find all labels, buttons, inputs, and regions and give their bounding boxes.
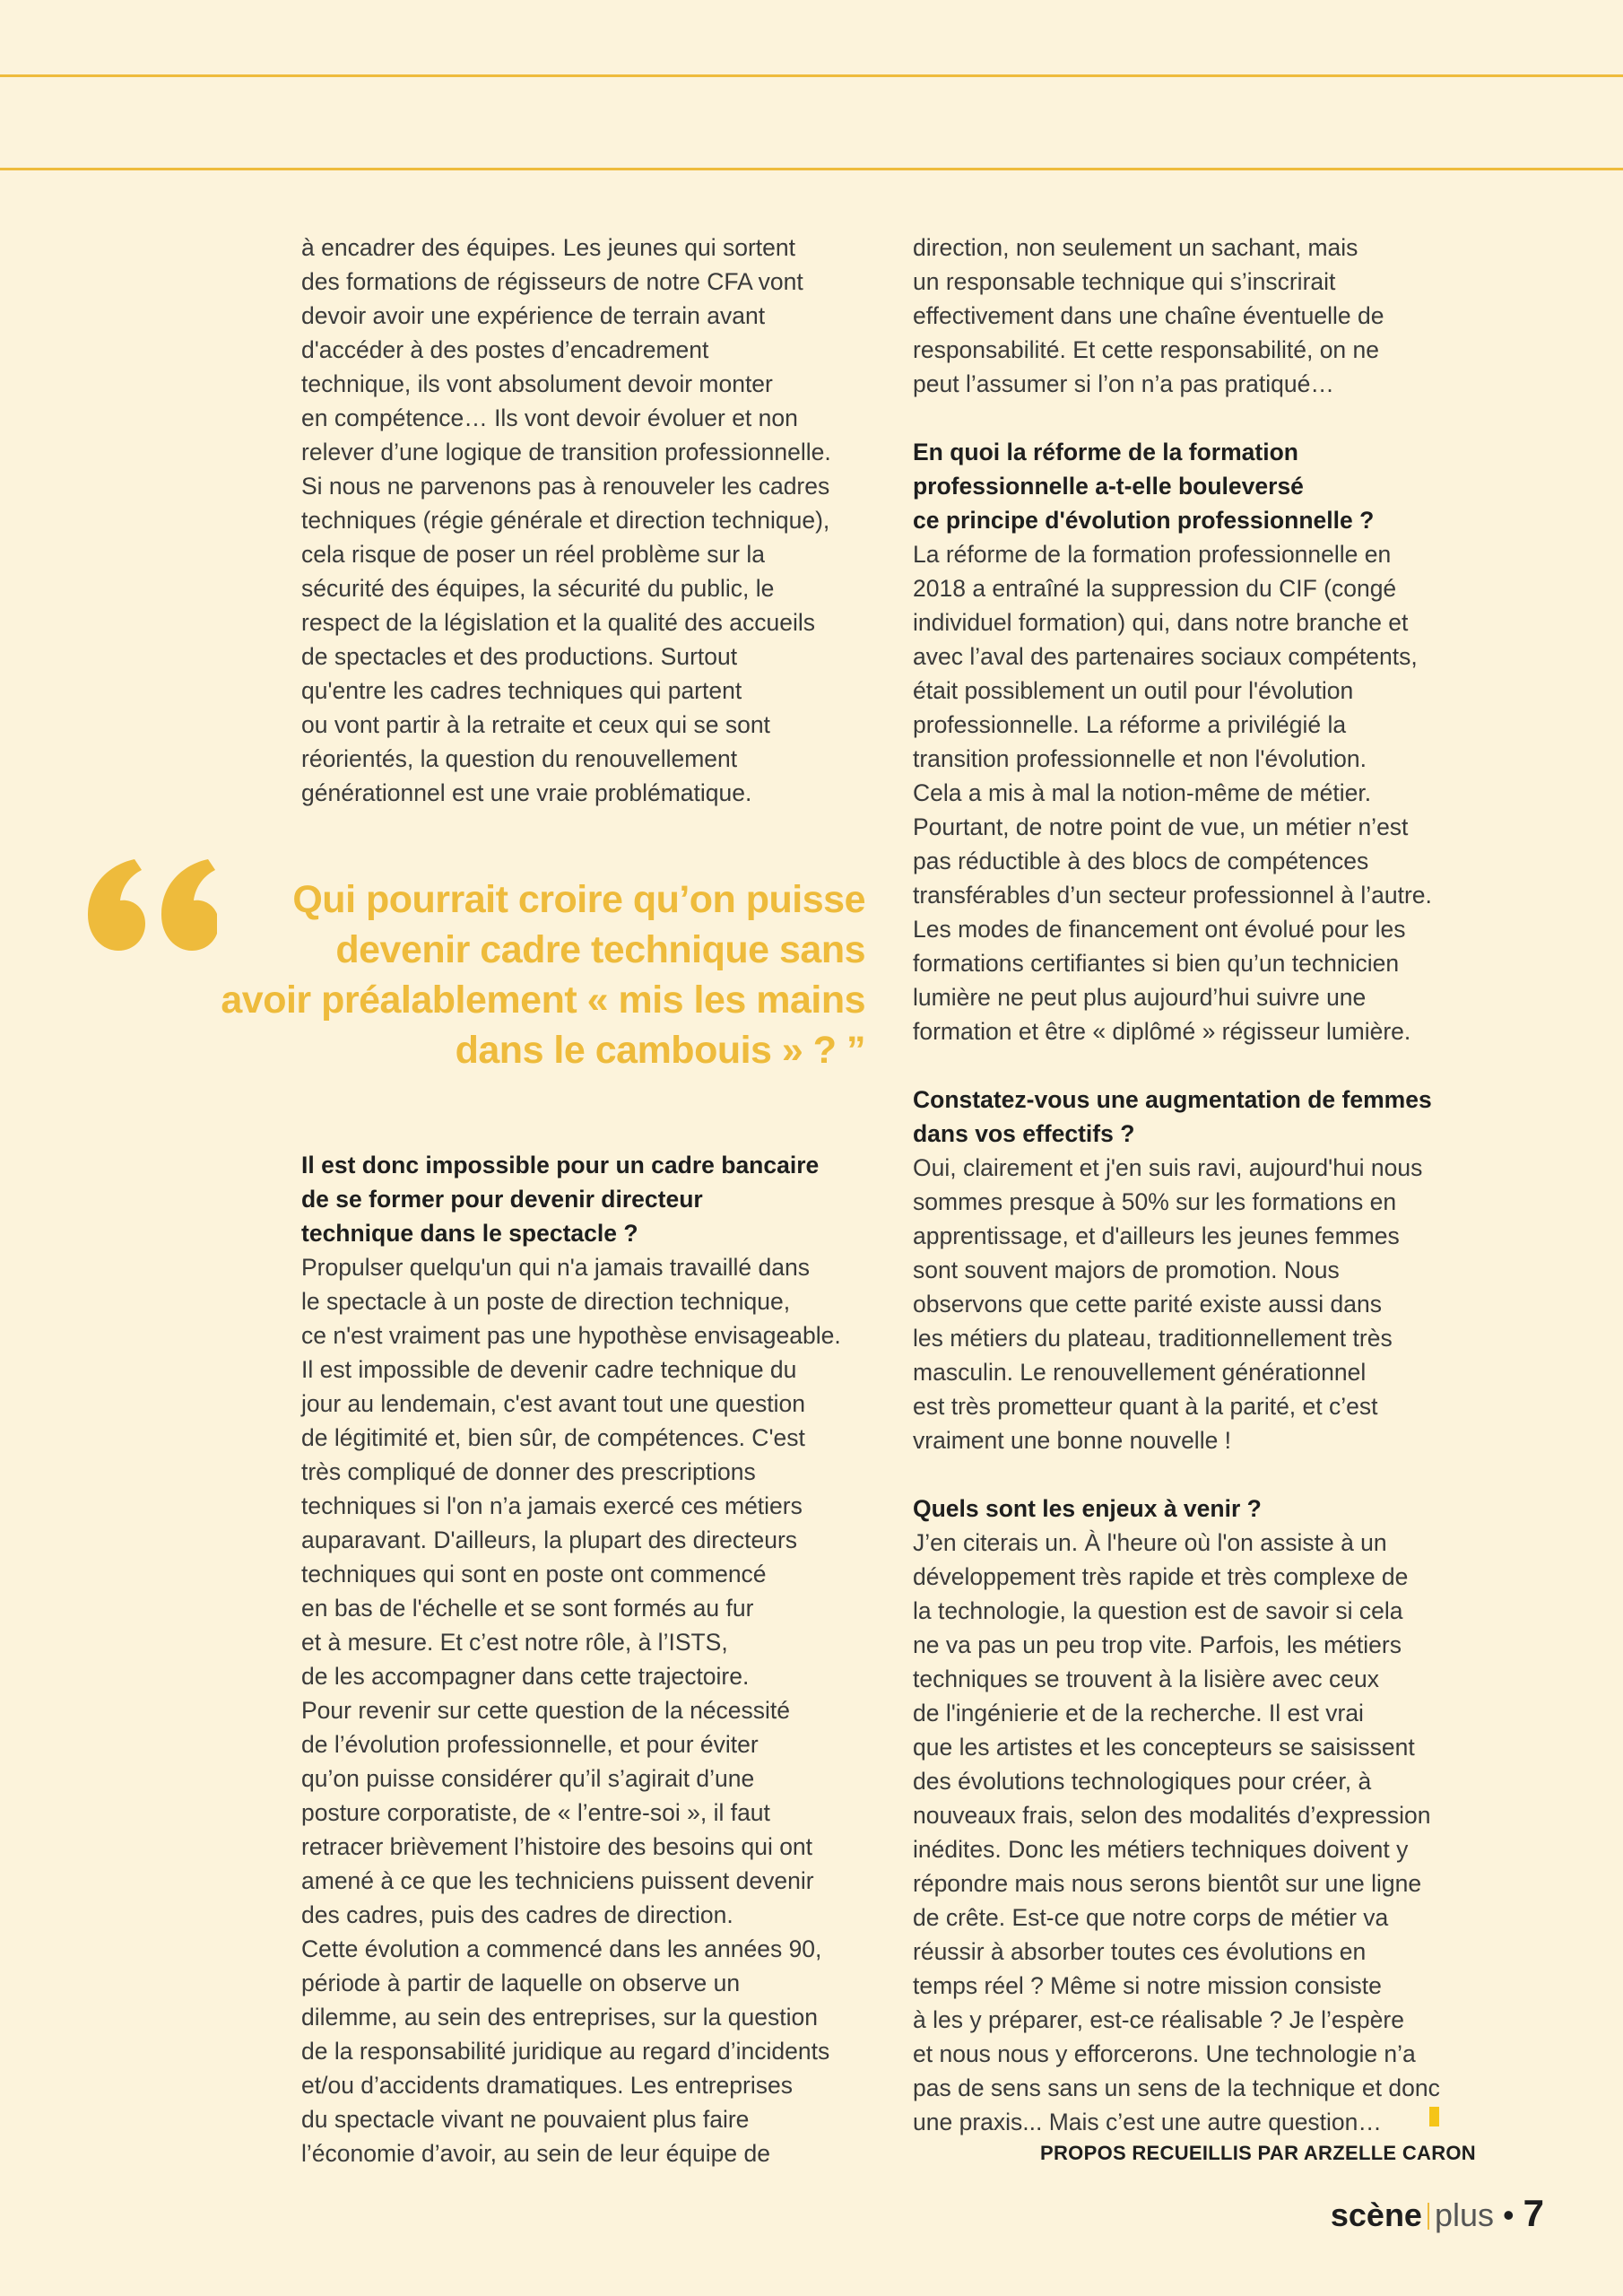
pull-quote bbox=[221, 874, 865, 1075]
body-line: période à partir de laquelle on observe un bbox=[301, 1970, 741, 1996]
body-line: cela risque de poser un réel problème sur la bbox=[301, 541, 766, 568]
body-line: sont souvent majors de promotion. Nous bbox=[913, 1257, 1340, 1283]
question-line: de se former pour devenir directeur bbox=[301, 1186, 703, 1213]
pull-quote-line: avoir préalablement « mis les mains bbox=[221, 978, 865, 1022]
header-bottom-rule bbox=[0, 168, 1623, 170]
body-line: transition professionnelle et non l'évolution. bbox=[913, 745, 1367, 772]
paragraph-gap bbox=[913, 1457, 1440, 1492]
body-line: de légitimité et, bien sûr, de compétences. C'est bbox=[301, 1424, 805, 1451]
body-line: technique, ils vont absolument devoir monter bbox=[301, 370, 773, 397]
body-line: sommes presque à 50% sur les formations en bbox=[913, 1188, 1397, 1215]
body-line: techniques si l'on n’a jamais exercé ces métiers bbox=[301, 1492, 803, 1519]
body-line: ou vont partir à la retraite et ceux qui se sont bbox=[301, 711, 770, 738]
question-line: Il est donc impossible pour un cadre bancaire bbox=[301, 1152, 820, 1178]
question-line: professionnelle a-t-elle bouleversé bbox=[913, 473, 1304, 500]
body-line: est très prometteur quant à la parité, et c’est bbox=[913, 1393, 1378, 1420]
body-line: 2018 a entraîné la suppression du CIF (congé bbox=[913, 575, 1397, 602]
body-line: lumière ne peut plus aujourd’hui suivre une bbox=[913, 984, 1367, 1011]
body-line: de l’évolution professionnelle, et pour éviter bbox=[301, 1731, 759, 1758]
body-line: l’économie d’avoir, au sein de leur équipe de bbox=[301, 2140, 770, 2167]
author-credit: PROPOS RECUEILLIS PAR ARZELLE CARON bbox=[1040, 2142, 1476, 2164]
body-line: apprentissage, et d'ailleurs les jeunes femmes bbox=[913, 1222, 1400, 1249]
body-line: développement très rapide et très complexe de bbox=[913, 1563, 1409, 1590]
body-line: Cette évolution a commencé dans les années 90, bbox=[301, 1935, 822, 1962]
body-line: J’en citerais un. À l'heure où l'on assiste à un bbox=[913, 1529, 1387, 1556]
body-line: Il est impossible de devenir cadre technique du bbox=[301, 1356, 797, 1383]
body-line: dilemme, au sein des entreprises, sur la question bbox=[301, 2004, 818, 2031]
body-line: inédites. Donc les métiers techniques doivent y bbox=[913, 1836, 1409, 1863]
body-line: direction, non seulement un sachant, mais bbox=[913, 234, 1358, 261]
body-line: les métiers du plateau, traditionnellement très bbox=[913, 1325, 1393, 1352]
body-line: Cela a mis à mal la notion-même de métier. bbox=[913, 779, 1372, 806]
body-line: le spectacle à un poste de direction technique, bbox=[301, 1288, 791, 1315]
body-line: à les y préparer, est-ce réalisable ? Je l’espère bbox=[913, 2006, 1404, 2033]
body-line: une praxis... Mais c’est une autre question… bbox=[913, 2109, 1382, 2135]
magazine-brand: scène bbox=[1330, 2196, 1422, 2233]
pull-quote-line: devenir cadre technique sans bbox=[335, 928, 865, 971]
body-line: des cadres, puis des cadres de direction. bbox=[301, 1901, 733, 1928]
body-line: qu'entre les cadres techniques qui partent bbox=[301, 677, 742, 704]
body-line: professionnelle. La réforme a privilégié la bbox=[913, 711, 1347, 738]
body-line: Propulser quelqu'un qui n'a jamais travaillé dans bbox=[301, 1254, 810, 1281]
body-line: devoir avoir une expérience de terrain avant bbox=[301, 302, 766, 329]
body-line: était possiblement un outil pour l'évolution bbox=[913, 677, 1354, 704]
body-line: ce n'est vraiment pas une hypothèse envisageable. bbox=[301, 1322, 841, 1349]
paragraph-gap bbox=[913, 1048, 1440, 1083]
end-of-article-mark bbox=[1429, 2107, 1439, 2126]
body-line: La réforme de la formation professionnelle en bbox=[913, 541, 1392, 568]
body-line: en bas de l'échelle et se sont formés au fur bbox=[301, 1595, 754, 1622]
body-line: ne va pas un peu trop vite. Parfois, les métiers bbox=[913, 1631, 1402, 1658]
body-line: avec l’aval des partenaires sociaux compétents, bbox=[913, 643, 1418, 670]
body-line: Oui, clairement et j'en suis ravi, aujourd'hui nous bbox=[913, 1154, 1423, 1181]
body-line: posture corporatiste, de « l’entre-soi », il faut bbox=[301, 1799, 770, 1826]
body-line: de l'ingénierie et de la recherche. Il est vrai bbox=[913, 1700, 1364, 1726]
body-line: du spectacle vivant ne pouvaient plus faire bbox=[301, 2106, 750, 2133]
brand-separator bbox=[1428, 2203, 1429, 2230]
body-line: observons que cette parité existe aussi dans bbox=[913, 1291, 1382, 1318]
body-line: la technologie, la question est de savoir si cela bbox=[913, 1597, 1403, 1624]
body-line: responsabilité. Et cette responsabilité, on ne bbox=[913, 336, 1380, 363]
body-line: masculin. Le renouvellement générationnel bbox=[913, 1359, 1367, 1386]
question-line: ce principe d'évolution professionnelle ? bbox=[913, 507, 1375, 534]
body-line: jour au lendemain, c'est avant tout une question bbox=[301, 1390, 805, 1417]
body-line: un responsable technique qui s’inscrirait bbox=[913, 268, 1336, 295]
body-line: pas réductible à des blocs de compétences bbox=[913, 848, 1369, 874]
page-number: 7 bbox=[1523, 2192, 1544, 2234]
body-line: que les artistes et les concepteurs se saisissent bbox=[913, 1734, 1415, 1761]
body-line: des évolutions technologiques pour créer, à bbox=[913, 1768, 1372, 1795]
body-line: et nous nous y efforcerons. Une technologie n’a bbox=[913, 2040, 1416, 2067]
body-line: effectivement dans une chaîne éventuelle de bbox=[913, 302, 1384, 329]
paragraph-gap bbox=[913, 401, 1440, 435]
body-line: répondre mais nous serons bientôt sur une ligne bbox=[913, 1870, 1422, 1897]
question-line: En quoi la réforme de la formation bbox=[913, 439, 1298, 465]
body-line: transférables d’un secteur professionnel à l’autre. bbox=[913, 882, 1432, 909]
body-line: de crête. Est-ce que notre corps de métier va bbox=[913, 1904, 1389, 1931]
body-line: nouveaux frais, selon des modalités d’expression bbox=[913, 1802, 1431, 1829]
question-line: Constatez-vous une augmentation de femmes bbox=[913, 1086, 1432, 1113]
body-line: et à mesure. Et c’est notre rôle, à l’ISTS, bbox=[301, 1629, 728, 1656]
body-line: de les accompagner dans cette trajectoire. bbox=[301, 1663, 750, 1690]
pull-quote-line: Qui pourrait croire qu’on puisse bbox=[292, 878, 865, 921]
body-line: des formations de régisseurs de notre CFA vont bbox=[301, 268, 803, 295]
body-line: Pour revenir sur cette question de la nécessité bbox=[301, 1697, 791, 1724]
opening-quote-icon bbox=[82, 850, 217, 956]
body-line: de la responsabilité juridique au regard d’incidents bbox=[301, 2038, 830, 2065]
body-line: qu’on puisse considérer qu’il s’agirait d’une bbox=[301, 1765, 755, 1792]
body-line: auparavant. D'ailleurs, la plupart des directeurs bbox=[301, 1526, 798, 1553]
body-line: pas de sens sans un sens de la technique et donc bbox=[913, 2074, 1440, 2101]
footer-bullet: • bbox=[1503, 2196, 1515, 2233]
body-line: individuel formation) qui, dans notre branche et bbox=[913, 609, 1409, 636]
body-line: Les modes de financement ont évolué pour les bbox=[913, 916, 1406, 943]
body-line: amené à ce que les techniciens puissent devenir bbox=[301, 1867, 814, 1894]
question-line: technique dans le spectacle ? bbox=[301, 1220, 638, 1247]
column-1-bottom bbox=[301, 1148, 841, 2170]
body-line: sécurité des équipes, la sécurité du public, le bbox=[301, 575, 775, 602]
body-line: formation et être « diplômé » régisseur lumière. bbox=[913, 1018, 1411, 1045]
question-line: dans vos effectifs ? bbox=[913, 1120, 1135, 1147]
body-line: Si nous ne parvenons pas à renouveler les cadres bbox=[301, 473, 830, 500]
magazine-brand-plus: plus bbox=[1434, 2196, 1494, 2233]
body-line: peut l’assumer si l’on n’a pas pratiqué… bbox=[913, 370, 1334, 397]
body-line: respect de la législation et la qualité des accueils bbox=[301, 609, 816, 636]
column-1-top bbox=[301, 230, 831, 810]
body-line: à encadrer des équipes. Les jeunes qui sortent bbox=[301, 234, 795, 261]
body-line: et/ou d’accidents dramatiques. Les entreprises bbox=[301, 2072, 793, 2099]
body-line: relever d’une logique de transition professionnelle. bbox=[301, 439, 831, 465]
body-line: techniques (régie générale et direction technique), bbox=[301, 507, 830, 534]
question-line: Quels sont les enjeux à venir ? bbox=[913, 1495, 1262, 1522]
body-line: Pourtant, de notre point de vue, un métier n’est bbox=[913, 813, 1409, 840]
top-rule bbox=[0, 74, 1623, 77]
column-2 bbox=[913, 230, 1440, 2139]
body-line: techniques qui sont en poste ont commencé bbox=[301, 1561, 767, 1587]
page-footer bbox=[1331, 2192, 1544, 2235]
body-line: d'accéder à des postes d’encadrement bbox=[301, 336, 709, 363]
body-line: formations certifiantes si bien qu’un technicien bbox=[913, 950, 1400, 977]
body-line: réorientés, la question du renouvellement bbox=[301, 745, 738, 772]
body-line: très compliqué de donner des prescriptions bbox=[301, 1458, 756, 1485]
body-line: vraiment une bonne nouvelle ! bbox=[913, 1427, 1232, 1454]
body-line: retracer brièvement l’histoire des besoins qui ont bbox=[301, 1833, 813, 1860]
pull-quote-line: dans le cambouis » ? ” bbox=[455, 1029, 865, 1072]
body-line: en compétence… Ils vont devoir évoluer et non bbox=[301, 404, 798, 431]
body-line: de spectacles et des productions. Surtout bbox=[301, 643, 738, 670]
body-line: générationnel est une vraie problématique. bbox=[301, 779, 752, 806]
body-line: temps réel ? Même si notre mission consiste bbox=[913, 1972, 1382, 1999]
body-line: techniques se trouvent à la lisière avec ceux bbox=[913, 1665, 1379, 1692]
body-line: réussir à absorber toutes ces évolutions en bbox=[913, 1938, 1367, 1965]
